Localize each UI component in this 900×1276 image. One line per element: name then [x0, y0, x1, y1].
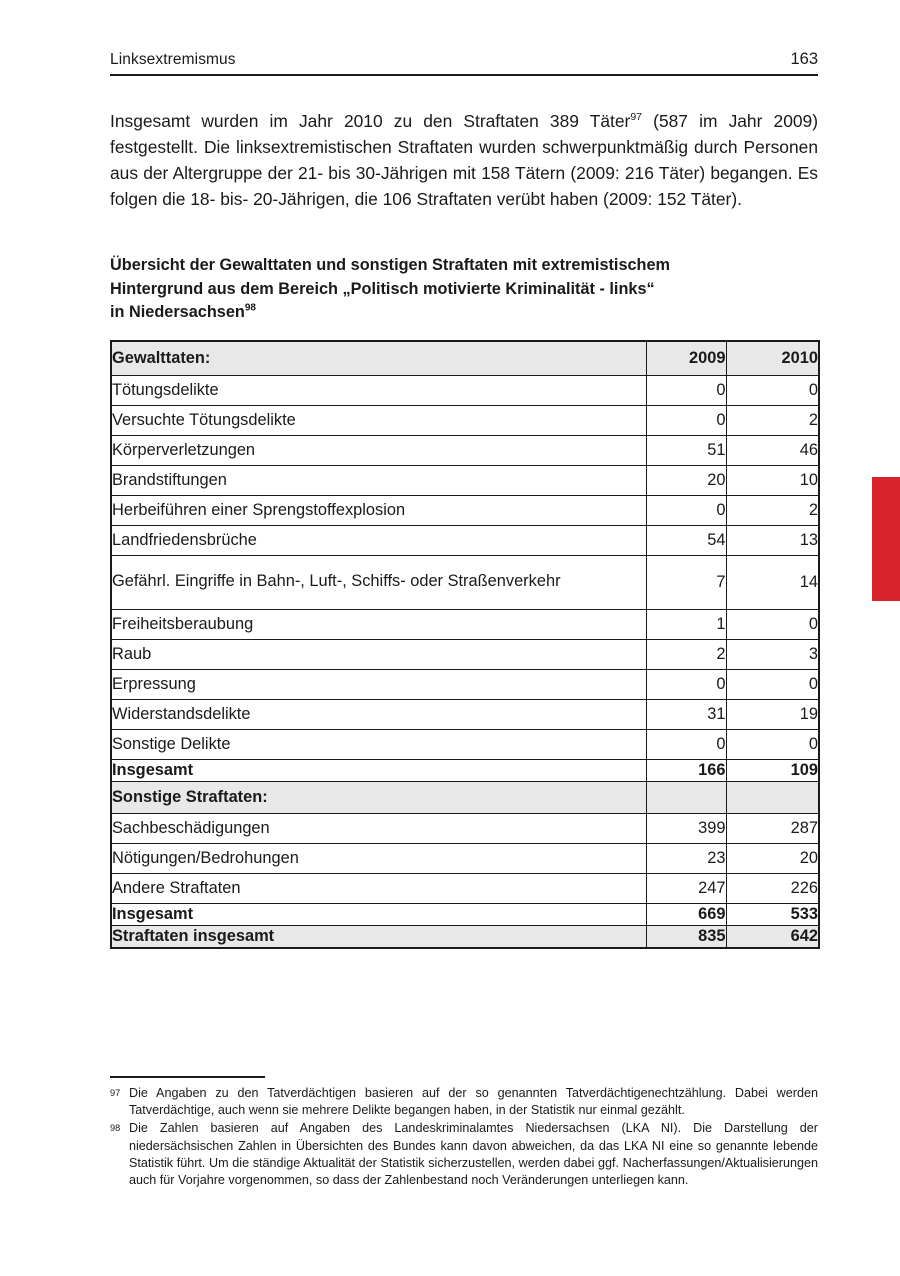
- row-value-2009: 1: [646, 609, 726, 639]
- row-label: Herbeiführen einer Sprengstoffexplosion: [111, 495, 646, 525]
- table-row: [111, 495, 819, 525]
- table-row: [111, 555, 819, 609]
- row-label: Straftaten insgesamt: [111, 925, 646, 948]
- row-value-2009: 23: [646, 843, 726, 873]
- row-value-2010: 533: [726, 903, 819, 925]
- running-head: [110, 50, 818, 76]
- statistics-table-container: [110, 340, 818, 949]
- footnote-item: [110, 1085, 818, 1119]
- row-value-2009: 2: [646, 639, 726, 669]
- row-value-2009: 51: [646, 435, 726, 465]
- row-value-2009: 31: [646, 699, 726, 729]
- row-label: Raub: [111, 639, 646, 669]
- row-value-2009: [646, 781, 726, 813]
- row-label: Sachbeschädigungen: [111, 813, 646, 843]
- footnotes-block: [110, 1076, 818, 1190]
- table-row: [111, 759, 819, 781]
- running-head-title: Linksextremismus: [110, 51, 236, 68]
- row-label: Versuchte Tötungsdelikte: [111, 405, 646, 435]
- table-caption-line2: Hintergrund aus dem Bereich „Politisch motivierte Kriminalität - links“: [110, 279, 655, 298]
- row-value-2010: 109: [726, 759, 819, 781]
- row-value-2010: 46: [726, 435, 819, 465]
- table-caption-line1: Übersicht der Gewalttaten und sonstigen Straftaten mit extremistischem: [110, 256, 671, 274]
- table-caption: [110, 254, 818, 325]
- row-label: Erpressung: [111, 669, 646, 699]
- row-value-2010: 287: [726, 813, 819, 843]
- footnote-marker: 97: [110, 1088, 121, 1098]
- table-row: [111, 813, 819, 843]
- table-row: [111, 903, 819, 925]
- table-row: [111, 609, 819, 639]
- row-label: Widerstandsdelikte: [111, 699, 646, 729]
- row-value-2009: 0: [646, 495, 726, 525]
- footnote-separator-rule: [110, 1076, 265, 1078]
- page-number: 163: [790, 50, 818, 68]
- row-label: Insgesamt: [111, 903, 646, 925]
- row-value-2010: 20: [726, 843, 819, 873]
- table-caption-line3: in Niedersachsen: [110, 303, 245, 321]
- column-header-2009: 2009: [646, 341, 726, 375]
- row-value-2010: [726, 781, 819, 813]
- footnote-text: Die Angaben zu den Tatverdächtigen basieren auf der so genannten Tatverdächtigenechtzählung. Dabei werden Tatverdächtige, auch wenn sie mehrere Delikte begangen haben, in der Statistik nur einmal gezählt.: [129, 1086, 818, 1118]
- column-header-category: Gewalttaten:: [111, 341, 646, 375]
- row-value-2009: 0: [646, 669, 726, 699]
- table-row: [111, 729, 819, 759]
- footnote-item: [110, 1120, 818, 1189]
- table-head: [111, 341, 819, 375]
- row-label: Sonstige Straftaten:: [111, 781, 646, 813]
- footnote-list: [110, 1085, 818, 1189]
- table-row: [111, 699, 819, 729]
- body-paragraph: [110, 109, 818, 212]
- row-value-2010: 0: [726, 375, 819, 405]
- row-label: Tötungsdelikte: [111, 375, 646, 405]
- footnote-text: Die Zahlen basieren auf Angaben des Landeskriminalamtes Niedersachsen (LKA NI). Die Darstellung der niedersächsischen Zahlen in Übersichten des Bundes kann davon abweichen, da das LKA NI eine so genannte lebende Statistik führt. Um die ständige Aktualität der Statistik sicherzustellen, werden dabei ggf. Nacherfassungen/Aktualisierungen auch für Vorjahre vorgenommen, so dass der Zahlenbestand noch Veränderungen unterliegen kann.: [129, 1121, 818, 1188]
- row-label: Brandstiftungen: [111, 465, 646, 495]
- row-value-2010: 2: [726, 495, 819, 525]
- table-row: [111, 669, 819, 699]
- statistics-table: [110, 340, 820, 949]
- footnote-ref-98: 98: [244, 302, 256, 314]
- row-value-2009: 54: [646, 525, 726, 555]
- table-row: [111, 525, 819, 555]
- footnote-marker: 98: [110, 1123, 121, 1134]
- table-row: [111, 465, 819, 495]
- row-label: Andere Straftaten: [111, 873, 646, 903]
- table-row: [111, 405, 819, 435]
- table-row: [111, 843, 819, 873]
- row-label: Freiheitsberaubung: [111, 609, 646, 639]
- row-value-2009: 7: [646, 555, 726, 609]
- row-value-2009: 835: [646, 925, 726, 948]
- row-label: Nötigungen/Bedrohungen: [111, 843, 646, 873]
- row-value-2009: 0: [646, 729, 726, 759]
- table-row: [111, 435, 819, 465]
- body-paragraph-part2: (587 im Jahr 2009) festgestellt. Die linksextremistischen Straftaten wurden schwerpunktmäßig durch Personen aus der Altergruppe der 21- bis 30-Jährigen mit 158 Tätern (2009: 216 Täter) begangen. Es folgen die 18- bis- 20-Jährigen, die 106 Straftaten verübt haben (2009: 152 Täter).: [110, 111, 818, 209]
- body-paragraph-part1: Insgesamt wurden im Jahr 2010 zu den Straftaten 389 Täter: [110, 111, 631, 132]
- column-header-2010: 2010: [726, 341, 819, 375]
- row-value-2009: 0: [646, 405, 726, 435]
- row-value-2010: 3: [726, 639, 819, 669]
- table-body: [111, 375, 819, 948]
- table-header-row: [111, 341, 819, 375]
- row-label: Insgesamt: [111, 759, 646, 781]
- table-row: [111, 781, 819, 813]
- row-value-2009: 247: [646, 873, 726, 903]
- row-label: Sonstige Delikte: [111, 729, 646, 759]
- row-label: Gefährl. Eingriffe in Bahn-, Luft-, Schiffs- oder Straßenverkehr: [111, 555, 646, 609]
- table-row: [111, 639, 819, 669]
- row-value-2009: 166: [646, 759, 726, 781]
- table-row: [111, 375, 819, 405]
- row-value-2009: 399: [646, 813, 726, 843]
- row-value-2009: 669: [646, 903, 726, 925]
- row-value-2010: 0: [726, 729, 819, 759]
- row-value-2010: 14: [726, 555, 819, 609]
- row-value-2010: 0: [726, 609, 819, 639]
- row-value-2010: 0: [726, 669, 819, 699]
- row-value-2009: 20: [646, 465, 726, 495]
- row-value-2010: 642: [726, 925, 819, 948]
- row-value-2010: 13: [726, 525, 819, 555]
- row-label: Landfriedensbrüche: [111, 525, 646, 555]
- red-edge-tab-marker: [872, 477, 900, 601]
- row-value-2010: 2: [726, 405, 819, 435]
- footnote-ref-97: 97: [630, 111, 643, 124]
- row-value-2010: 10: [726, 465, 819, 495]
- row-label: Körperverletzungen: [111, 435, 646, 465]
- table-row: [111, 873, 819, 903]
- row-value-2010: 19: [726, 699, 819, 729]
- row-value-2010: 226: [726, 873, 819, 903]
- table-row: [111, 925, 819, 948]
- row-value-2009: 0: [646, 375, 726, 405]
